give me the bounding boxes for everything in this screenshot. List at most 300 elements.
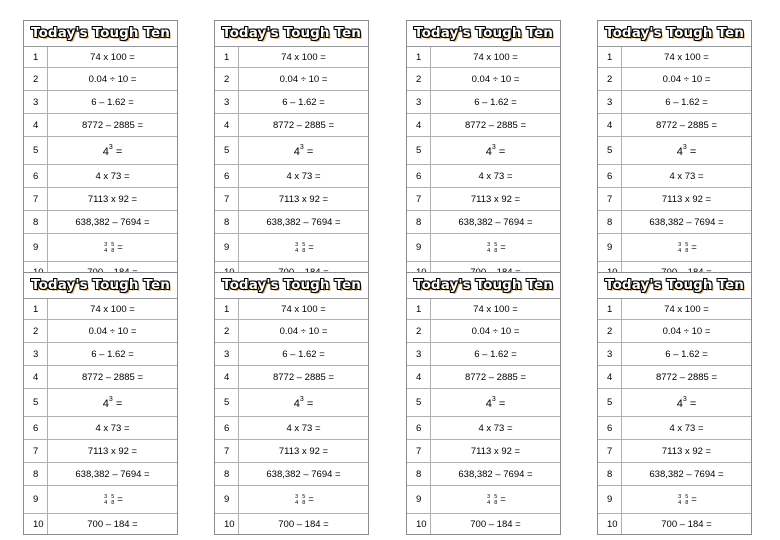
question-row [598, 440, 751, 463]
question-number: 2 [598, 68, 622, 90]
question-expression: 0.04 ÷ 10 = [88, 73, 137, 85]
question-expression: 700 – 184 = [87, 518, 138, 530]
question-number: 7 [24, 440, 48, 462]
card-title: Today's Tough Ten [215, 273, 368, 299]
question-number: 6 [215, 165, 239, 187]
fraction [678, 494, 681, 506]
question-expression: 8772 – 2885 = [655, 119, 718, 131]
question-row [407, 440, 560, 463]
question-expression: 7113 x 92 = [87, 193, 138, 205]
question-row [24, 234, 177, 262]
question-number: 8 [598, 211, 622, 233]
question-row [24, 343, 177, 366]
question-expression [239, 486, 368, 513]
question-expression: 8772 – 2885 = [272, 119, 335, 131]
question-row [407, 486, 560, 514]
question-number: 5 [407, 137, 431, 164]
question-number: 4 [24, 366, 48, 388]
question-row [598, 137, 751, 165]
question-row [407, 188, 560, 211]
question-row [598, 165, 751, 188]
power-expression [294, 144, 314, 158]
question-row [215, 188, 368, 211]
question-row [215, 417, 368, 440]
question-number: 1 [24, 299, 48, 319]
question-row [215, 211, 368, 234]
question-number: 9 [24, 234, 48, 261]
question-row [24, 188, 177, 211]
power-expression [486, 396, 506, 410]
question-expression: 7113 x 92 = [278, 445, 329, 457]
fraction-denominator: 8 [111, 247, 115, 254]
fraction-denominator: 4 [487, 499, 491, 506]
question-expression: 4 x 73 = [478, 170, 513, 182]
equals-sign: = [117, 494, 123, 505]
fraction-denominator: 4 [487, 247, 491, 254]
question-row [215, 343, 368, 366]
power-base: 4 [102, 145, 109, 158]
question-number: 4 [407, 366, 431, 388]
tough-ten-card [406, 20, 561, 283]
fraction [295, 494, 298, 506]
equals-sign: = [691, 242, 697, 253]
question-number: 7 [598, 440, 622, 462]
question-row [598, 47, 751, 68]
question-expression: 6 – 1.62 = [474, 348, 517, 360]
question-row [598, 188, 751, 211]
question-expression: 4 x 73 = [95, 422, 130, 434]
question-row [598, 114, 751, 137]
fraction-numerator: 3 [104, 493, 108, 500]
card-title: Today's Tough Ten [407, 21, 560, 47]
question-number: 5 [215, 137, 239, 164]
question-row [24, 47, 177, 68]
question-number: 5 [598, 137, 622, 164]
question-number: 9 [215, 486, 239, 513]
fraction-numerator: 5 [111, 241, 115, 248]
question-expression: 7113 x 92 = [278, 193, 329, 205]
question-row [215, 440, 368, 463]
question-number: 6 [598, 417, 622, 439]
question-row [215, 165, 368, 188]
question-expression: 6 – 1.62 = [282, 348, 325, 360]
fraction-numerator: 3 [487, 241, 491, 248]
question-number: 5 [24, 137, 48, 164]
question-row [24, 463, 177, 486]
question-row [215, 389, 368, 417]
question-expression [622, 389, 751, 416]
question-row [24, 68, 177, 91]
equals-sign: = [308, 242, 314, 253]
power-exponent: 3 [682, 395, 687, 403]
card-title: Today's Tough Ten [24, 21, 177, 47]
fraction-expression [102, 242, 123, 254]
equals-sign: = [500, 242, 506, 253]
question-expression: 638,382 – 7694 = [458, 468, 533, 480]
question-row [598, 343, 751, 366]
power-expression [294, 396, 314, 410]
equals-sign: = [691, 494, 697, 505]
question-number: 2 [407, 68, 431, 90]
question-number: 3 [598, 343, 622, 365]
question-row [407, 463, 560, 486]
question-number: 9 [24, 486, 48, 513]
tough-ten-card [597, 272, 752, 535]
question-row [215, 114, 368, 137]
question-row [598, 234, 751, 262]
question-number: 7 [24, 188, 48, 210]
question-expression: 638,382 – 7694 = [75, 468, 150, 480]
tough-ten-card [214, 272, 369, 535]
question-expression: 8772 – 2885 = [272, 371, 335, 383]
question-row [215, 463, 368, 486]
equals-sign: = [117, 242, 123, 253]
question-row [215, 366, 368, 389]
question-row [598, 463, 751, 486]
question-expression: 8772 – 2885 = [464, 371, 527, 383]
fraction-expression [102, 494, 123, 506]
question-expression: 7113 x 92 = [470, 193, 521, 205]
question-expression: 7113 x 92 = [470, 445, 521, 457]
power-expression [103, 144, 123, 158]
question-number: 8 [407, 211, 431, 233]
fraction-denominator: 4 [104, 247, 108, 254]
question-row [598, 68, 751, 91]
question-row [24, 165, 177, 188]
fraction-expression [485, 494, 506, 506]
question-expression [239, 234, 368, 261]
question-number: 9 [407, 234, 431, 261]
question-number: 2 [24, 320, 48, 342]
question-row [598, 211, 751, 234]
question-row [598, 514, 751, 534]
question-number: 9 [598, 234, 622, 261]
question-expression: 0.04 ÷ 10 = [471, 73, 520, 85]
question-number: 3 [24, 343, 48, 365]
equals-sign: = [308, 494, 314, 505]
fraction [487, 494, 490, 506]
equals-sign: = [495, 397, 506, 410]
question-expression: 0.04 ÷ 10 = [279, 73, 328, 85]
question-number: 10 [215, 514, 239, 534]
fraction-numerator: 5 [302, 493, 306, 500]
fraction-denominator: 8 [302, 247, 306, 254]
question-expression: 74 x 100 = [281, 51, 326, 63]
fraction-denominator: 8 [494, 499, 498, 506]
question-expression: 8772 – 2885 = [464, 119, 527, 131]
equals-sign: = [495, 145, 506, 158]
question-expression: 74 x 100 = [281, 303, 326, 315]
question-row [407, 343, 560, 366]
fraction-denominator: 4 [678, 499, 682, 506]
question-number: 10 [24, 514, 48, 534]
power-exponent: 3 [299, 395, 304, 403]
question-number: 8 [215, 211, 239, 233]
fraction-numerator: 5 [685, 493, 689, 500]
question-expression [431, 486, 560, 513]
equals-sign: = [686, 397, 697, 410]
power-base: 4 [485, 397, 492, 410]
question-row [24, 486, 177, 514]
card-title: Today's Tough Ten [598, 21, 751, 47]
question-row [598, 486, 751, 514]
question-row [407, 91, 560, 114]
question-expression: 74 x 100 = [90, 51, 135, 63]
question-row [407, 514, 560, 534]
fraction-numerator: 5 [302, 241, 306, 248]
fraction-numerator: 3 [678, 241, 682, 248]
fraction-expression [676, 494, 697, 506]
question-number: 4 [24, 114, 48, 136]
question-number: 8 [24, 211, 48, 233]
question-row [24, 514, 177, 534]
question-row [215, 91, 368, 114]
question-row [24, 299, 177, 320]
question-expression: 700 – 184 = [278, 518, 329, 530]
fraction [104, 242, 107, 254]
question-number: 3 [598, 91, 622, 113]
question-row [215, 47, 368, 68]
question-number: 5 [215, 389, 239, 416]
question-row [24, 320, 177, 343]
question-number: 1 [215, 47, 239, 67]
question-expression: 74 x 100 = [664, 51, 709, 63]
question-expression: 8772 – 2885 = [81, 371, 144, 383]
question-number: 7 [598, 188, 622, 210]
question-expression [431, 234, 560, 261]
power-base: 4 [676, 145, 683, 158]
fraction-numerator: 3 [487, 493, 491, 500]
question-row [407, 114, 560, 137]
power-base: 4 [485, 145, 492, 158]
question-expression: 6 – 1.62 = [665, 96, 708, 108]
question-row [598, 299, 751, 320]
power-exponent: 3 [491, 143, 496, 151]
question-expression: 4 x 73 = [669, 170, 704, 182]
question-expression: 0.04 ÷ 10 = [279, 325, 328, 337]
card-title: Today's Tough Ten [215, 21, 368, 47]
question-row [215, 137, 368, 165]
tough-ten-card [214, 20, 369, 283]
question-row [407, 366, 560, 389]
question-expression: 0.04 ÷ 10 = [88, 325, 137, 337]
question-row [598, 320, 751, 343]
fraction-denominator: 8 [494, 247, 498, 254]
question-expression: 700 – 184 = [470, 518, 521, 530]
question-expression: 74 x 100 = [473, 51, 518, 63]
question-number: 4 [598, 366, 622, 388]
fraction [678, 242, 681, 254]
question-expression: 638,382 – 7694 = [649, 468, 724, 480]
question-expression [48, 389, 177, 416]
fraction-numerator: 5 [685, 241, 689, 248]
question-number: 4 [598, 114, 622, 136]
question-row [215, 486, 368, 514]
question-expression: 0.04 ÷ 10 = [471, 325, 520, 337]
question-number: 4 [215, 366, 239, 388]
fraction [302, 494, 305, 506]
question-row [215, 514, 368, 534]
question-row [407, 417, 560, 440]
question-expression [48, 234, 177, 261]
question-row [215, 68, 368, 91]
question-expression [622, 137, 751, 164]
fraction-expression [293, 242, 314, 254]
question-number: 8 [24, 463, 48, 485]
question-expression: 4 x 73 = [478, 422, 513, 434]
question-number: 3 [407, 343, 431, 365]
fraction-numerator: 3 [104, 241, 108, 248]
question-row [598, 417, 751, 440]
question-number: 3 [407, 91, 431, 113]
fraction-denominator: 4 [295, 247, 299, 254]
fraction [487, 242, 490, 254]
question-expression: 7113 x 92 = [661, 445, 712, 457]
question-expression: 6 – 1.62 = [91, 348, 134, 360]
question-number: 1 [598, 299, 622, 319]
question-expression: 638,382 – 7694 = [458, 216, 533, 228]
fraction [295, 242, 298, 254]
question-expression: 74 x 100 = [664, 303, 709, 315]
question-number: 3 [215, 91, 239, 113]
fraction-denominator: 4 [104, 499, 108, 506]
fraction-denominator: 8 [111, 499, 115, 506]
question-number: 10 [407, 514, 431, 534]
equals-sign: = [112, 145, 123, 158]
fraction-numerator: 5 [111, 493, 115, 500]
fraction [685, 494, 688, 506]
question-number: 1 [407, 299, 431, 319]
question-row [598, 366, 751, 389]
fraction-numerator: 3 [295, 493, 299, 500]
question-number: 2 [407, 320, 431, 342]
question-expression: 6 – 1.62 = [665, 348, 708, 360]
question-row [24, 366, 177, 389]
question-number: 6 [24, 165, 48, 187]
question-expression: 4 x 73 = [669, 422, 704, 434]
question-expression: 638,382 – 7694 = [266, 468, 341, 480]
question-row [24, 211, 177, 234]
fraction-denominator: 4 [678, 247, 682, 254]
question-row [24, 91, 177, 114]
fraction-numerator: 5 [494, 493, 498, 500]
fraction [111, 494, 114, 506]
question-number: 7 [215, 440, 239, 462]
question-row [24, 389, 177, 417]
question-row [407, 165, 560, 188]
question-number: 8 [407, 463, 431, 485]
power-base: 4 [293, 145, 300, 158]
question-expression: 8772 – 2885 = [655, 371, 718, 383]
equals-sign: = [303, 145, 314, 158]
question-number: 1 [598, 47, 622, 67]
fraction-denominator: 8 [685, 499, 689, 506]
question-number: 10 [598, 514, 622, 534]
question-number: 2 [215, 68, 239, 90]
question-number: 2 [598, 320, 622, 342]
fraction [111, 242, 114, 254]
question-expression [48, 137, 177, 164]
question-number: 9 [215, 234, 239, 261]
question-number: 4 [407, 114, 431, 136]
question-expression: 74 x 100 = [90, 303, 135, 315]
fraction-denominator: 4 [295, 499, 299, 506]
power-base: 4 [293, 397, 300, 410]
fraction-expression [293, 494, 314, 506]
question-number: 7 [407, 188, 431, 210]
question-row [24, 417, 177, 440]
question-expression: 700 – 184 = [661, 518, 712, 530]
power-exponent: 3 [682, 143, 687, 151]
equals-sign: = [303, 397, 314, 410]
power-exponent: 3 [491, 395, 496, 403]
question-number: 1 [24, 47, 48, 67]
question-row [24, 114, 177, 137]
card-title: Today's Tough Ten [407, 273, 560, 299]
question-row [407, 47, 560, 68]
question-expression: 0.04 ÷ 10 = [662, 325, 711, 337]
question-expression: 4 x 73 = [286, 422, 321, 434]
question-expression: 6 – 1.62 = [282, 96, 325, 108]
tough-ten-card [406, 272, 561, 535]
question-expression [239, 137, 368, 164]
tough-ten-card [23, 272, 178, 535]
tough-ten-card [597, 20, 752, 283]
question-row [407, 320, 560, 343]
question-number: 1 [215, 299, 239, 319]
power-exponent: 3 [108, 143, 113, 151]
question-expression [431, 389, 560, 416]
question-number: 8 [215, 463, 239, 485]
equals-sign: = [112, 397, 123, 410]
fraction [104, 494, 107, 506]
question-row [407, 234, 560, 262]
power-exponent: 3 [108, 395, 113, 403]
question-row [407, 299, 560, 320]
question-expression [622, 234, 751, 261]
question-number: 9 [407, 486, 431, 513]
question-number: 6 [598, 165, 622, 187]
question-number: 3 [215, 343, 239, 365]
question-expression [239, 389, 368, 416]
power-exponent: 3 [299, 143, 304, 151]
card-title: Today's Tough Ten [24, 273, 177, 299]
question-row [24, 440, 177, 463]
question-row [407, 211, 560, 234]
question-row [407, 68, 560, 91]
question-expression [622, 486, 751, 513]
power-base: 4 [676, 397, 683, 410]
question-number: 7 [215, 188, 239, 210]
question-expression: 6 – 1.62 = [91, 96, 134, 108]
power-expression [486, 144, 506, 158]
power-expression [677, 396, 697, 410]
fraction-numerator: 3 [678, 493, 682, 500]
fraction [302, 242, 305, 254]
fraction [494, 494, 497, 506]
question-expression: 6 – 1.62 = [474, 96, 517, 108]
question-expression: 74 x 100 = [473, 303, 518, 315]
question-expression: 8772 – 2885 = [81, 119, 144, 131]
question-row [215, 320, 368, 343]
equals-sign: = [686, 145, 697, 158]
question-row [407, 389, 560, 417]
question-expression: 638,382 – 7694 = [649, 216, 724, 228]
fraction-denominator: 8 [302, 499, 306, 506]
question-row [598, 91, 751, 114]
question-number: 5 [407, 389, 431, 416]
fraction [685, 242, 688, 254]
